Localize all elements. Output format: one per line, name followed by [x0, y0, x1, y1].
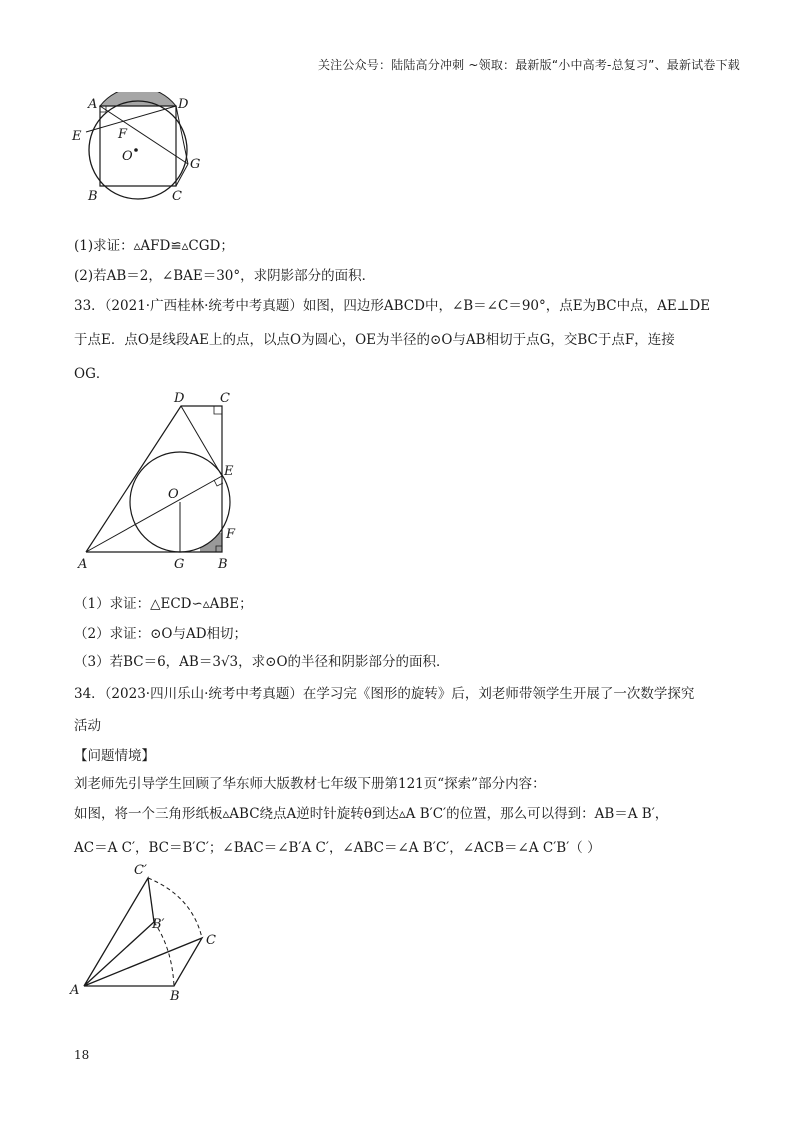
q33-part2: （2）求证：⊙O与AD相切； — [74, 626, 248, 642]
figure-circle-square — [70, 92, 210, 204]
label-B: B — [88, 189, 98, 204]
label-C: C — [172, 189, 182, 204]
label-B-prime: B′ — [152, 917, 165, 932]
label-A: A — [70, 983, 80, 998]
label-A: A — [88, 97, 98, 112]
q33-line2: 于点E．点O是线段AE上的点，以点O为圆心，OE为半径的⊙O与AB相切于点G，交BC于点F，连接 — [74, 332, 675, 348]
label-G: G — [190, 157, 201, 172]
page-number: 18 — [74, 1048, 90, 1062]
label-B: B — [218, 557, 228, 572]
label-O: O — [122, 149, 133, 164]
q32-part2: (2)若AB＝2，∠BAE＝30°，求阴影部分的面积． — [74, 268, 376, 284]
q34-line1: 34．（2023·四川乐山·统考中考真题）在学习完《图形的旋转》后，刘老师带领学生开展了一次数学探究 — [74, 686, 695, 702]
q33-line1: 33．（2021·广西桂林·统考中考真题）如图，四边形ABCD中，∠B＝∠C＝90°，点E为BC中点，AE⊥DE — [74, 298, 711, 314]
label-C: C — [220, 391, 230, 406]
label-C-prime: C′ — [134, 863, 147, 878]
q32-part1: (1)求证：▵AFD≌▵CGD； — [74, 238, 234, 254]
label-D: D — [178, 97, 189, 112]
label-O: O — [168, 487, 179, 502]
q34-line3: 刘老师先引导学生回顾了华东师大版教材七年级下册第121页“探索”部分内容： — [74, 776, 546, 792]
q34-line5: AC＝A C′，BC＝B′C′；∠BAC＝∠B′A C′，∠ABC＝∠A B′C′，∠ACB＝∠A C′B′（ ） — [74, 840, 601, 856]
page-header: 关注公众号：陆陆高分冲刺 ~领取：最新版“小中高考-总复习”、最新试卷下载 — [317, 58, 740, 72]
q33-line3: OG． — [74, 366, 110, 382]
label-E: E — [224, 464, 234, 479]
q34-line2: 活动 — [74, 718, 101, 734]
q34-section-title: 【问题情境】 — [74, 748, 155, 764]
label-F: F — [226, 527, 236, 542]
q33-part1: （1）求证：△ECD∽▵ABE； — [74, 596, 253, 612]
label-F: F — [118, 127, 128, 142]
label-B: B — [170, 989, 180, 1002]
q33-part3: （3）若BC＝6，AB＝3√3，求⊙O的半径和阴影部分的面积． — [74, 654, 450, 670]
label-G: G — [174, 557, 185, 572]
q34-line4: 如图，将一个三角形纸板▵ABC绕点A逆时针旋转θ到达▵A B′C′的位置，那么可以得到：AB＝A B′， — [74, 806, 669, 822]
label-D: D — [174, 391, 185, 406]
figure-quadrilateral-circle — [74, 388, 244, 574]
label-C: C — [206, 933, 216, 948]
label-E: E — [72, 129, 82, 144]
label-A: A — [78, 557, 88, 572]
figure-rotation — [66, 860, 226, 1002]
